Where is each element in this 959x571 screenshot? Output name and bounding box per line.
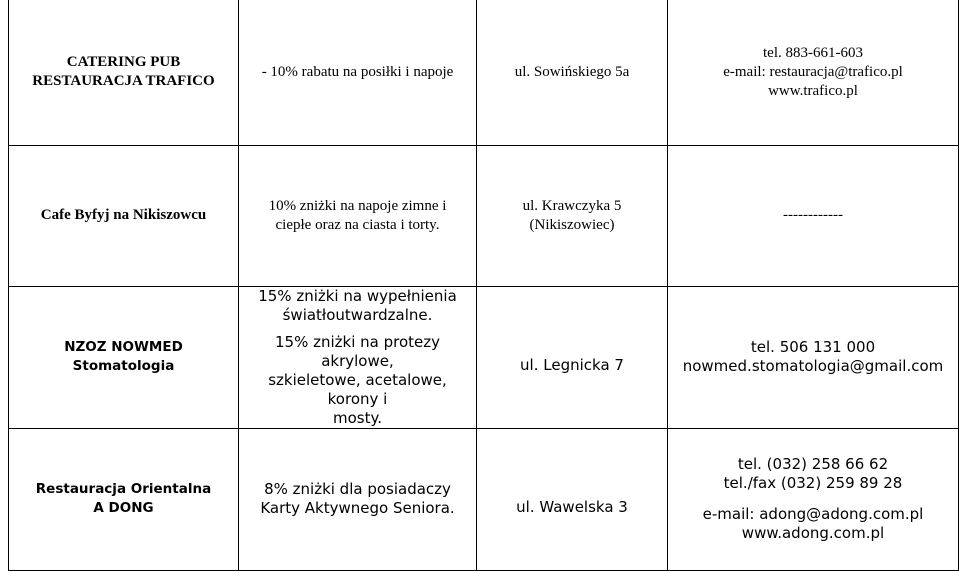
discount-line: 15% zniżki na protezy akrylowe, bbox=[274, 332, 440, 370]
contact-cell bbox=[668, 145, 959, 286]
business-name-cell bbox=[9, 428, 239, 570]
spacer bbox=[245, 325, 470, 333]
table-row bbox=[9, 286, 959, 428]
address-line: ul. Legnicka 7 bbox=[520, 355, 624, 374]
table-row bbox=[9, 145, 959, 286]
discount-line: ciepłe oraz na ciasta i torty. bbox=[275, 216, 440, 233]
business-name-cell bbox=[9, 286, 239, 428]
address-line: ul. Wawelska 3 bbox=[516, 497, 628, 516]
table-row bbox=[9, 0, 959, 145]
address-line: ul. Krawczyka 5 bbox=[522, 197, 622, 214]
business-name-line: RESTAURACJA TRAFICO bbox=[32, 73, 215, 90]
discount-cell bbox=[239, 145, 477, 286]
website-text: www.trafico.pl bbox=[768, 82, 858, 99]
discount-cell bbox=[239, 428, 477, 570]
spacer bbox=[674, 493, 952, 505]
contact-cell bbox=[668, 0, 959, 145]
phone-text: tel. (032) 258 66 62 bbox=[737, 455, 889, 473]
business-name-line: NZOZ NOWMED bbox=[64, 339, 183, 355]
discount-line: Karty Aktywnego Seniora. bbox=[260, 499, 455, 517]
business-name-line: Cafe Byfyj na Nikiszowcu bbox=[40, 207, 207, 223]
discount-listing-table bbox=[8, 0, 959, 571]
business-name-cell bbox=[9, 145, 239, 286]
fax-text: tel./fax (032) 259 89 28 bbox=[723, 474, 903, 492]
website-text: www.adong.com.pl bbox=[741, 524, 885, 542]
business-name-cell bbox=[9, 0, 239, 145]
discount-line: - 10% rabatu na posiłki i napoje bbox=[261, 63, 454, 80]
discount-line: 10% zniżki na napoje zimne i bbox=[268, 197, 447, 214]
business-name-line: CATERING PUB bbox=[66, 54, 181, 71]
discount-line: szkieletowe, acetalowe, korony i bbox=[268, 370, 447, 408]
address-line: ul. Sowińskiego 5a bbox=[514, 63, 630, 80]
discount-line: 8% zniżki dla posiadaczy bbox=[264, 480, 451, 498]
discount-cell bbox=[239, 0, 477, 145]
email-text: e-mail: adong@adong.com.pl bbox=[702, 505, 924, 523]
business-name-line: Stomatologia bbox=[72, 358, 175, 374]
discount-line: 15% zniżki na wypełnienia bbox=[258, 286, 457, 305]
business-name-line: A DONG bbox=[93, 500, 154, 516]
phone-text: tel. 506 131 000 bbox=[750, 338, 876, 356]
table-row bbox=[9, 428, 959, 570]
phone-text: tel. 883-661-603 bbox=[763, 44, 863, 61]
contact-placeholder: ------------ bbox=[783, 207, 843, 223]
business-name-line: Restauracja Orientalna bbox=[35, 481, 212, 497]
address-line: (Nikiszowiec) bbox=[529, 216, 615, 233]
contact-cell bbox=[668, 286, 959, 428]
email-text: nowmed.stomatologia@gmail.com bbox=[682, 357, 944, 375]
address-cell bbox=[477, 0, 668, 145]
discount-cell bbox=[239, 286, 477, 428]
contact-cell bbox=[668, 428, 959, 570]
address-cell bbox=[477, 145, 668, 286]
email-text: e-mail: restauracja@trafico.pl bbox=[723, 63, 903, 80]
discount-line: mosty. bbox=[333, 408, 382, 427]
address-cell bbox=[477, 428, 668, 570]
discount-line: światłoutwardzalne. bbox=[282, 305, 433, 324]
address-cell bbox=[477, 286, 668, 428]
